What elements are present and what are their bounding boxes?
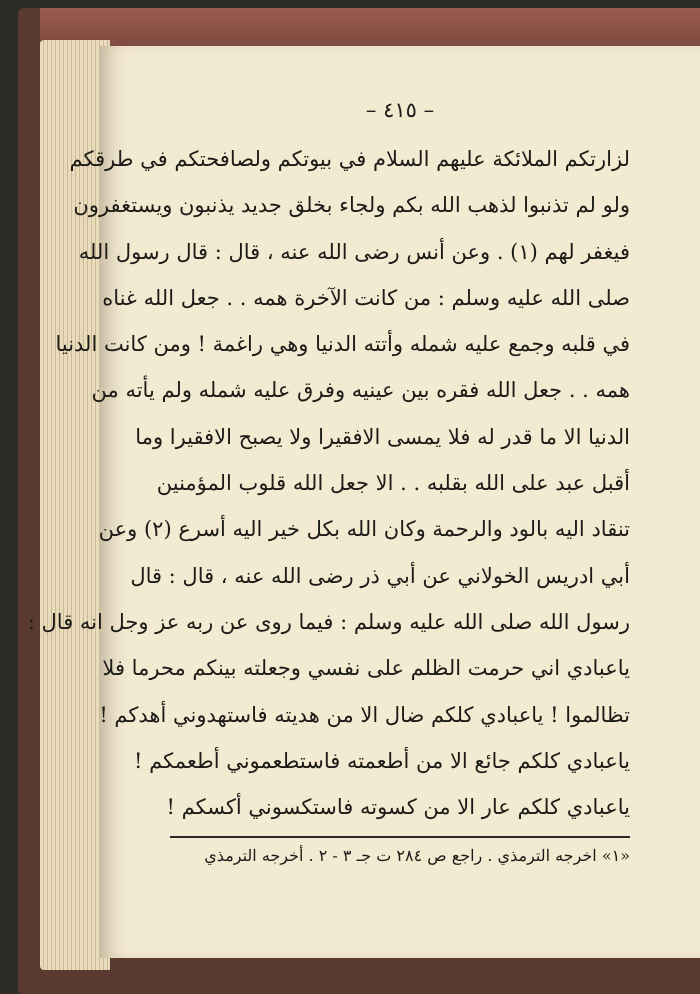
text-line: ياعبادي كلكم عار الا من كسوته فاستكسوني أكسكم ! <box>166 795 630 820</box>
text-line: ياعبادي اني حرمت الظلم على نفسي وجعلته بينكم محرما فلا <box>102 656 630 681</box>
body-text <box>27 136 630 830</box>
footnote: «١» اخرجه الترمذي . راجع ص ٢٨٤ ت جـ ٣ - ٢ . أخرجه الترمذي <box>204 846 630 865</box>
text-line: ياعبادي كلكم جائع الا من أطعمته فاستطعموني أطعمكم ! <box>134 748 630 773</box>
text-line: الدنيا الا ما قدر له فلا يمسى الافقيرا ولا يصبح الافقيرا وما <box>135 424 630 449</box>
footnote-divider <box>170 836 630 838</box>
text-line: تنقاد اليه بالود والرحمة وكان الله بكل خير اليه أسرع (٢) وعن <box>98 517 630 542</box>
text-line: لزارتكم الملائكة عليهم السلام في بيوتكم ولصافحتكم في طرقكم <box>69 147 630 171</box>
text-line: أبي ادريس الخولاني عن أبي ذر رضى الله عنه ، قال : قال <box>130 563 630 588</box>
text-line: فيغفر لهم (١) . وعن أنس رضى الله عنه ، قال : قال رسول الله <box>78 239 630 264</box>
text-line: أقبل عبد على الله بقلبه . . الا جعل الله قلوب المؤمنين <box>156 471 630 496</box>
text-line: في قلبه وجمع عليه شمله وأتته الدنيا وهي راغمة ! ومن كانت الدنيا <box>55 332 630 357</box>
page-number: – ٤١٥ – <box>365 98 435 122</box>
book-page <box>27 46 700 958</box>
text-line: صلى الله عليه وسلم : من كانت الآخرة همه . . جعل الله غناه <box>102 285 630 310</box>
text-line: ولو لم تذنبوا لذهب الله بكم ولجاء بخلق جديد يذنبون ويستغفرون <box>73 193 630 218</box>
text-line: تظالموا ! ياعبادي كلكم ضال الا من هديته فاستهدوني أهدكم ! <box>99 702 630 727</box>
text-line: همه . . جعل الله فقره بين عينيه وفرق عليه شمله ولم يأته من <box>91 378 630 403</box>
text-line: رسول الله صلى الله عليه وسلم : فيما روى عن ربه عز وجل انه قال : <box>27 609 630 634</box>
book-cover-edge <box>40 8 700 48</box>
